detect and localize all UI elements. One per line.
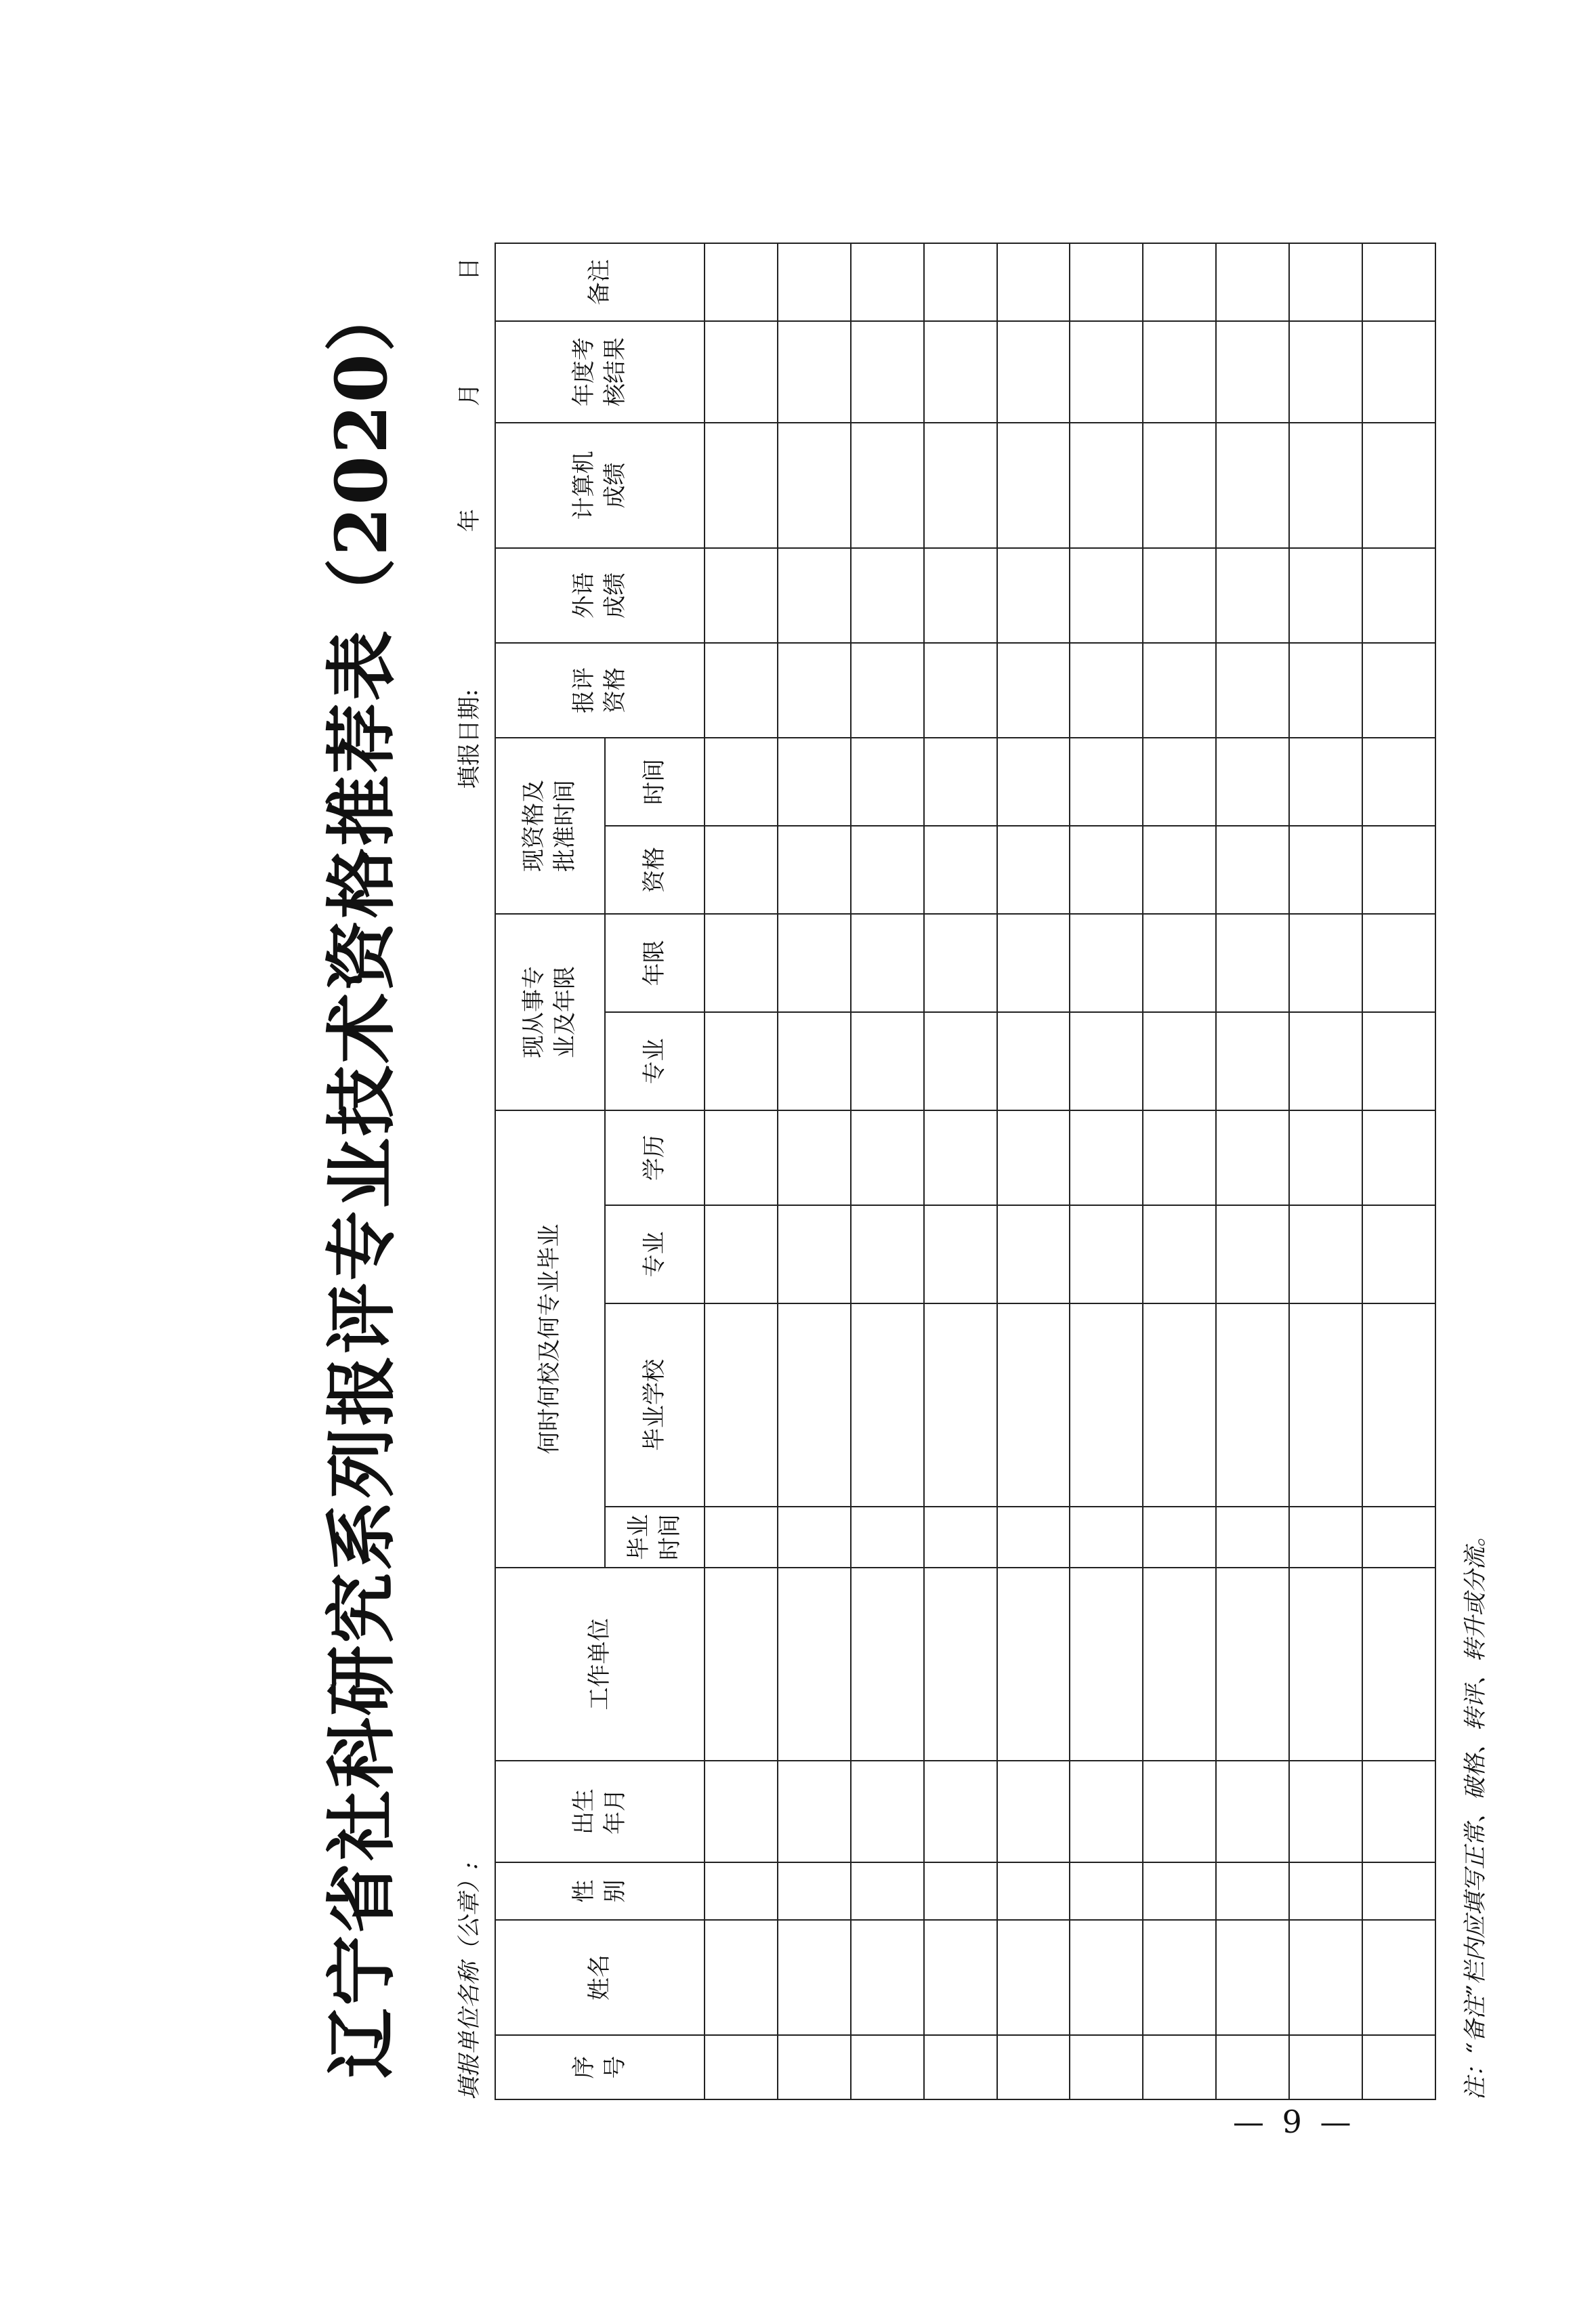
date-day-label: 日 — [456, 257, 483, 280]
table-cell[interactable] — [1216, 548, 1289, 643]
table-cell[interactable] — [1143, 914, 1216, 1012]
table-cell[interactable] — [705, 1920, 778, 2035]
table-cell[interactable] — [1362, 826, 1435, 914]
table-row — [778, 243, 851, 2099]
table-cell[interactable] — [1289, 321, 1362, 423]
table-cell[interactable] — [924, 321, 997, 423]
table-cell[interactable] — [1362, 548, 1435, 643]
table-row — [851, 243, 924, 2099]
table-cell[interactable] — [778, 423, 851, 548]
table-cell[interactable] — [1362, 321, 1435, 423]
table-cell[interactable] — [1070, 1110, 1143, 1205]
table-cell[interactable] — [924, 1761, 997, 1862]
table-cell[interactable] — [778, 1507, 851, 1568]
table-cell[interactable] — [705, 1507, 778, 1568]
table-cell[interactable] — [1362, 738, 1435, 826]
table-cell[interactable] — [1289, 1761, 1362, 1862]
table-cell[interactable] — [997, 643, 1070, 738]
table-cell[interactable] — [778, 1862, 851, 1920]
table-cell[interactable] — [778, 826, 851, 914]
table-cell[interactable] — [1070, 321, 1143, 423]
table-cell[interactable] — [705, 1862, 778, 1920]
table-cell[interactable] — [1216, 738, 1289, 826]
table-cell[interactable] — [997, 914, 1070, 1012]
table-row — [1143, 243, 1216, 2099]
header-current-work-group: 现从事专 业及年限 — [495, 914, 605, 1110]
table-cell[interactable] — [705, 914, 778, 1012]
table-cell[interactable] — [1289, 1012, 1362, 1110]
header-apply-qual: 报评 资格 — [495, 643, 705, 738]
header-grad-degree: 学历 — [605, 1110, 705, 1205]
table-cell[interactable] — [1216, 1568, 1289, 1761]
table-cell[interactable] — [851, 1920, 924, 2035]
table-cell[interactable] — [1362, 1568, 1435, 1761]
table-cell[interactable] — [997, 738, 1070, 826]
header-employer: 工作单位 — [495, 1568, 705, 1761]
table-cell[interactable] — [1070, 1920, 1143, 2035]
table-cell[interactable] — [851, 243, 924, 321]
header-graduation-group: 何时何校及何专业毕业 — [495, 1110, 605, 1568]
table-cell[interactable] — [851, 914, 924, 1012]
table-cell[interactable] — [924, 738, 997, 826]
header-remarks: 备注 — [495, 243, 705, 321]
table-cell[interactable] — [924, 243, 997, 321]
table-cell[interactable] — [1216, 243, 1289, 321]
table-cell[interactable] — [851, 1110, 924, 1205]
table-cell[interactable] — [1289, 643, 1362, 738]
table-cell[interactable] — [778, 1920, 851, 2035]
table-cell[interactable] — [1070, 643, 1143, 738]
table-cell[interactable] — [1070, 243, 1143, 321]
table-cell[interactable] — [705, 243, 778, 321]
table-cell[interactable] — [1216, 1303, 1289, 1507]
table-cell[interactable] — [997, 1862, 1070, 1920]
table-cell[interactable] — [851, 548, 924, 643]
table-cell[interactable] — [1289, 2035, 1362, 2099]
table-cell[interactable] — [851, 1862, 924, 1920]
table-cell[interactable] — [997, 321, 1070, 423]
table-cell[interactable] — [778, 1303, 851, 1507]
table-cell[interactable] — [851, 738, 924, 826]
table-cell[interactable] — [1362, 423, 1435, 548]
table-cell[interactable] — [1362, 1920, 1435, 2035]
table-cell[interactable] — [924, 1568, 997, 1761]
table-cell[interactable] — [924, 1862, 997, 1920]
table-cell[interactable] — [1143, 1920, 1216, 2035]
table-cell[interactable] — [1289, 1507, 1362, 1568]
header-computer: 计算机 成绩 — [495, 423, 705, 548]
table-cell[interactable] — [1070, 826, 1143, 914]
table-cell[interactable] — [997, 1012, 1070, 1110]
table-cell[interactable] — [1070, 1507, 1143, 1568]
table-cell[interactable] — [705, 2035, 778, 2099]
table-cell[interactable] — [851, 1761, 924, 1862]
table-cell[interactable] — [1070, 423, 1143, 548]
date-year-label: 年 — [456, 509, 483, 532]
table-cell[interactable] — [924, 1920, 997, 2035]
table-row — [924, 243, 997, 2099]
table-cell[interactable] — [1143, 1012, 1216, 1110]
table-cell[interactable] — [1362, 243, 1435, 321]
header-work-years: 年限 — [605, 914, 705, 1012]
table-cell[interactable] — [1289, 1862, 1362, 1920]
date-label: 填报日期: — [456, 688, 483, 789]
table-cell[interactable] — [1143, 826, 1216, 914]
table-cell[interactable] — [705, 826, 778, 914]
table-cell[interactable] — [851, 1568, 924, 1761]
table-cell[interactable] — [924, 1110, 997, 1205]
table-cell[interactable] — [778, 643, 851, 738]
table-cell[interactable] — [1289, 548, 1362, 643]
table-cell[interactable] — [705, 1012, 778, 1110]
form-meta-row — [450, 257, 491, 2100]
header-birth: 出生 年月 — [495, 1761, 705, 1862]
table-cell[interactable] — [997, 826, 1070, 914]
table-cell[interactable] — [778, 1205, 851, 1303]
table-cell[interactable] — [1289, 243, 1362, 321]
header-grad-time: 毕业 时间 — [605, 1507, 705, 1568]
table-cell[interactable] — [1070, 548, 1143, 643]
table-cell[interactable] — [851, 1303, 924, 1507]
table-cell[interactable] — [1289, 1205, 1362, 1303]
table-cell[interactable] — [778, 1568, 851, 1761]
page-title: 辽宁省社科研究系列报评专业技术资格推荐表（2020） — [320, 279, 403, 2078]
table-cell[interactable] — [1216, 321, 1289, 423]
table-cell[interactable] — [1143, 643, 1216, 738]
table-cell[interactable] — [1143, 1568, 1216, 1761]
table-cell[interactable] — [1289, 826, 1362, 914]
page-number: — 9 — — [1233, 2104, 1356, 2140]
table-cell[interactable] — [705, 548, 778, 643]
table-cell[interactable] — [1070, 1303, 1143, 1507]
table-cell[interactable] — [1070, 2035, 1143, 2099]
table-cell[interactable] — [1289, 1568, 1362, 1761]
header-grad-major: 专业 — [605, 1205, 705, 1303]
table-cell[interactable] — [997, 1303, 1070, 1507]
table-cell[interactable] — [1216, 826, 1289, 914]
table-cell[interactable] — [1216, 914, 1289, 1012]
table-cell[interactable] — [851, 826, 924, 914]
table-cell[interactable] — [851, 643, 924, 738]
table-cell[interactable] — [851, 1507, 924, 1568]
table-cell[interactable] — [1289, 914, 1362, 1012]
table-cell[interactable] — [997, 1568, 1070, 1761]
table-cell[interactable] — [778, 2035, 851, 2099]
footnote: 注：“备注”栏内应填写正常、破格、转评、转升或分流。 — [1462, 1524, 1489, 2100]
header-qual-time: 时间 — [605, 738, 705, 826]
table-cell[interactable] — [1362, 1205, 1435, 1303]
table-row — [705, 243, 778, 2099]
table-cell[interactable] — [705, 1303, 778, 1507]
table-cell[interactable] — [1362, 643, 1435, 738]
table-cell[interactable] — [924, 1507, 997, 1568]
table-cell[interactable] — [851, 1205, 924, 1303]
table-cell[interactable] — [924, 826, 997, 914]
table-cell[interactable] — [924, 1205, 997, 1303]
table-cell[interactable] — [778, 1110, 851, 1205]
table-cell[interactable] — [1070, 1205, 1143, 1303]
fill-date — [450, 257, 484, 789]
table-cell[interactable] — [1143, 1303, 1216, 1507]
table-cell[interactable] — [1362, 2035, 1435, 2099]
table-cell[interactable] — [1216, 1761, 1289, 1862]
table-cell[interactable] — [705, 1205, 778, 1303]
table-cell[interactable] — [851, 2035, 924, 2099]
table-cell[interactable] — [1362, 1012, 1435, 1110]
header-name: 姓名 — [495, 1920, 705, 2035]
table-cell[interactable] — [1289, 738, 1362, 826]
table-cell[interactable] — [705, 423, 778, 548]
table-cell[interactable] — [1216, 2035, 1289, 2099]
table-cell[interactable] — [1216, 423, 1289, 548]
table-cell[interactable] — [924, 1303, 997, 1507]
header-work-major: 专业 — [605, 1012, 705, 1110]
table-cell[interactable] — [705, 321, 778, 423]
table-cell[interactable] — [1070, 1012, 1143, 1110]
table-cell[interactable] — [1216, 1920, 1289, 2035]
table-cell[interactable] — [778, 1012, 851, 1110]
table-cell[interactable] — [1070, 1568, 1143, 1761]
table-cell[interactable] — [1143, 321, 1216, 423]
table-cell[interactable] — [997, 1205, 1070, 1303]
table-cell[interactable] — [1143, 1205, 1216, 1303]
recommendation-table — [495, 243, 1436, 2100]
table-cell[interactable] — [778, 738, 851, 826]
header-grad-school: 毕业学校 — [605, 1303, 705, 1507]
unit-name-label: 填报单位名称（公章）: — [456, 1862, 483, 2100]
table-cell[interactable] — [1216, 643, 1289, 738]
table-cell[interactable] — [997, 243, 1070, 321]
table-cell[interactable] — [997, 2035, 1070, 2099]
table-cell[interactable] — [997, 1920, 1070, 2035]
table-cell[interactable] — [924, 548, 997, 643]
table-cell[interactable] — [851, 1012, 924, 1110]
table-row — [997, 243, 1070, 2099]
table-cell[interactable] — [705, 1761, 778, 1862]
table-cell[interactable] — [1070, 738, 1143, 826]
table-cell[interactable] — [1143, 1507, 1216, 1568]
table-cell[interactable] — [924, 1012, 997, 1110]
table-cell[interactable] — [705, 643, 778, 738]
form-sheet — [176, 257, 1531, 2100]
table-body — [705, 243, 1435, 2099]
header-annual-eval: 年度考 核结果 — [495, 321, 705, 423]
table-cell[interactable] — [1216, 1205, 1289, 1303]
table-cell[interactable] — [1216, 1862, 1289, 1920]
table-cell[interactable] — [1289, 1110, 1362, 1205]
table-cell[interactable] — [997, 423, 1070, 548]
table-cell[interactable] — [997, 1110, 1070, 1205]
header-seq: 序 号 — [495, 2035, 705, 2099]
table-cell[interactable] — [1143, 1761, 1216, 1862]
table-cell[interactable] — [1362, 1110, 1435, 1205]
table-cell[interactable] — [1070, 1862, 1143, 1920]
date-month-label: 月 — [456, 383, 483, 406]
table-row — [1362, 243, 1435, 2099]
table-cell[interactable] — [924, 643, 997, 738]
table-cell[interactable] — [1143, 738, 1216, 826]
table-cell[interactable] — [851, 321, 924, 423]
table-row — [1070, 243, 1143, 2099]
table-cell[interactable] — [1070, 1761, 1143, 1862]
table-row — [1289, 243, 1362, 2099]
table-cell[interactable] — [1143, 1862, 1216, 1920]
table-cell[interactable] — [1216, 1507, 1289, 1568]
table-cell[interactable] — [778, 243, 851, 321]
table-row — [1216, 243, 1289, 2099]
table-cell[interactable] — [778, 321, 851, 423]
table-cell[interactable] — [1289, 1303, 1362, 1507]
table-cell[interactable] — [778, 548, 851, 643]
table-cell[interactable] — [1362, 1862, 1435, 1920]
table-cell[interactable] — [1143, 548, 1216, 643]
header-gender: 性 别 — [495, 1862, 705, 1920]
table-cell[interactable] — [778, 914, 851, 1012]
table-cell[interactable] — [924, 914, 997, 1012]
table-cell[interactable] — [1070, 914, 1143, 1012]
table-cell[interactable] — [924, 423, 997, 548]
table-cell[interactable] — [1289, 1920, 1362, 2035]
table-cell[interactable] — [1362, 1303, 1435, 1507]
table-cell[interactable] — [997, 548, 1070, 643]
table-cell[interactable] — [1362, 1507, 1435, 1568]
table-cell[interactable] — [705, 1110, 778, 1205]
table-cell[interactable] — [1143, 423, 1216, 548]
table-cell[interactable] — [997, 1761, 1070, 1862]
header-current-qual-group: 现资格及 批准时间 — [495, 738, 605, 914]
table-cell[interactable] — [1362, 914, 1435, 1012]
header-qual: 资格 — [605, 826, 705, 914]
table-cell[interactable] — [1143, 2035, 1216, 2099]
table-cell[interactable] — [705, 738, 778, 826]
table-cell[interactable] — [851, 423, 924, 548]
table-cell[interactable] — [1216, 1012, 1289, 1110]
table-cell[interactable] — [997, 1507, 1070, 1568]
table-cell[interactable] — [1216, 1110, 1289, 1205]
table-cell[interactable] — [1289, 423, 1362, 548]
table-cell[interactable] — [1143, 1110, 1216, 1205]
header-foreign-lang: 外语 成绩 — [495, 548, 705, 643]
table-cell[interactable] — [778, 1761, 851, 1862]
table-cell[interactable] — [1362, 1761, 1435, 1862]
table-cell[interactable] — [1143, 243, 1216, 321]
table-cell[interactable] — [705, 1568, 778, 1761]
table-cell[interactable] — [924, 2035, 997, 2099]
